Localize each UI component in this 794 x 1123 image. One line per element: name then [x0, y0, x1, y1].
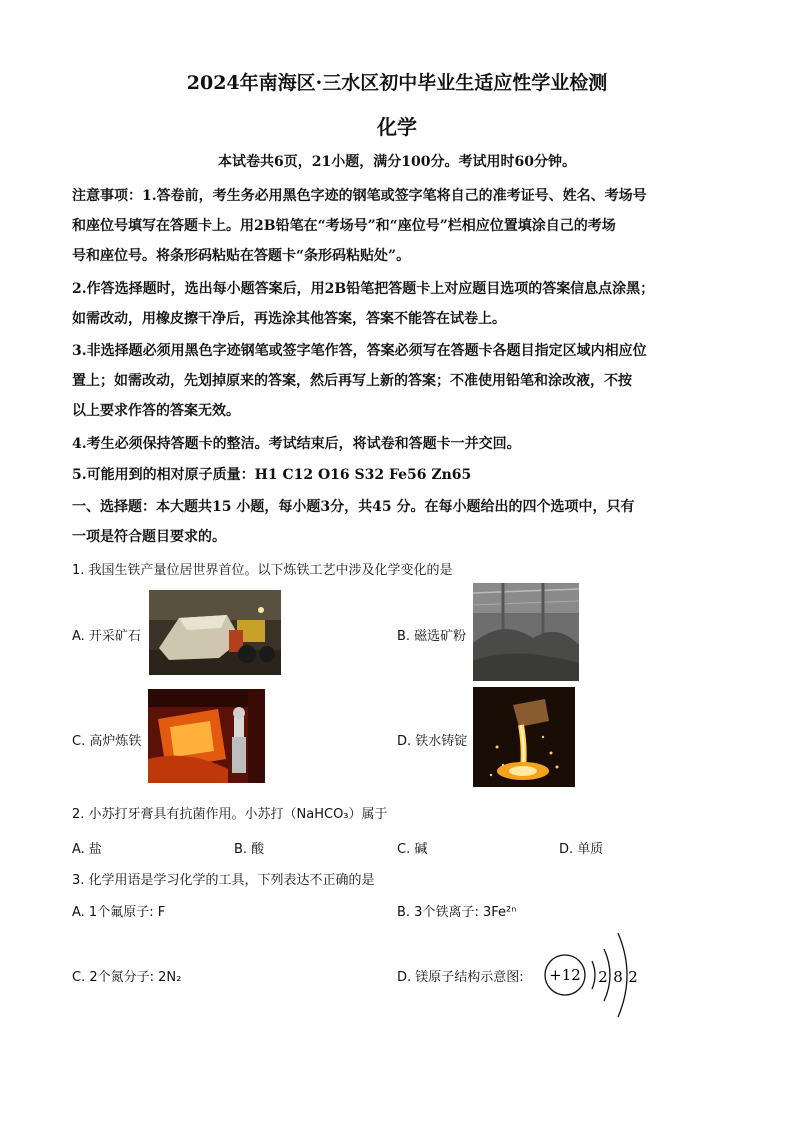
exam-title: 2024年南海区·三水区初中毕业生适应性学业检测 — [186, 72, 608, 94]
note-line: 以上要求作答的答案无效。 — [72, 403, 240, 419]
section-heading: 一项是符合题目要求的。 — [72, 529, 226, 545]
exam-info: 本试卷共6页，21小题，满分100分。考试用时60分钟。 — [218, 154, 576, 170]
q2-option-d[interactable]: D. 单质 — [559, 842, 604, 857]
note-line: 2.作答选择题时，选出每小题答案后，用2B铅笔把答题卡上对应题目选项的答案信息点涂黑； — [72, 281, 655, 297]
q2-option-b[interactable]: B. 酸 — [234, 842, 265, 857]
q3-option-a[interactable]: A. 1个氟原子: F — [72, 905, 166, 920]
note-line: 号和座位号。将条形码粘贴在答题卡“条形码粘贴处”。 — [72, 248, 411, 264]
note-line: 5.可能用到的相对原子质量：H1 C12 O16 S32 Fe56 Zn65 — [72, 467, 472, 483]
note-line: 注意事项：1.答卷前，考生务必用黑色字迹的钢笔或签字笔将自己的准考证号、姓名、考场号 — [72, 188, 647, 204]
question-2-stem: 2. 小苏打牙膏具有抗菌作用。小苏打（NaHCO₃）属于 — [72, 807, 388, 822]
electron-shell — [592, 961, 595, 989]
shell-electrons: 8 — [613, 968, 623, 986]
question-1-stem: 1. 我国生铁产量位居世界首位。以下炼铁工艺中涉及化学变化的是 — [72, 563, 453, 578]
mining-ore-photo — [149, 590, 281, 675]
q1-option-d[interactable]: D. 铁水铸锭 — [397, 734, 468, 749]
note-line: 和座位号填写在答题卡上。用2B铅笔在“考场号”和“座位号”栏相应位置填涂自己的考场 — [72, 218, 616, 234]
q3-option-c[interactable]: C. 2个氮分子: 2N₂ — [72, 970, 182, 985]
q3-option-b[interactable]: B. 3个铁离子: 3Fe²ⁿ — [397, 905, 517, 920]
subject-title: 化学 — [377, 115, 417, 139]
q3-option-d[interactable]: D. 镁原子结构示意图: — [397, 970, 524, 985]
question-3-stem: 3. 化学用语是学习化学的工具，下列表达不正确的是 — [72, 873, 375, 888]
shell-electrons: 2 — [598, 968, 608, 986]
note-line: 如需改动，用橡皮擦干净后，再选涂其他答案，答案不能答在试卷上。 — [72, 311, 506, 327]
iron-casting-photo — [473, 687, 575, 787]
blast-furnace-photo — [148, 689, 265, 783]
magnesium-atom-diagram — [540, 925, 650, 1029]
note-line: 4.考生必须保持答题卡的整洁。考试结束后，将试卷和答题卡一并交回。 — [72, 436, 521, 452]
note-line: 置上；如需改动，先划掉原来的答案，然后再写上新的答案；不准使用铅笔和涂改液，不按 — [72, 373, 632, 389]
magnetic-powder-photo — [473, 583, 579, 681]
q1-option-b[interactable]: B. 磁选矿粉 — [397, 629, 467, 644]
section-heading: 一、选择题：本大题共15 小题，每小题3分，共45 分。在每小题给出的四个选项中，只有 — [72, 499, 635, 515]
nucleus-charge: +12 — [549, 966, 581, 984]
shell-electrons: 2 — [628, 968, 638, 986]
q1-option-c[interactable]: C. 高炉炼铁 — [72, 734, 142, 749]
q2-option-a[interactable]: A. 盐 — [72, 842, 102, 857]
note-line: 3.非选择题必须用黑色字迹钢笔或签字笔作答，答案必须写在答题卡各题目指定区域内相应位 — [72, 343, 647, 359]
q2-option-c[interactable]: C. 碱 — [397, 842, 428, 857]
q1-option-a[interactable]: A. 开采矿石 — [72, 629, 141, 644]
